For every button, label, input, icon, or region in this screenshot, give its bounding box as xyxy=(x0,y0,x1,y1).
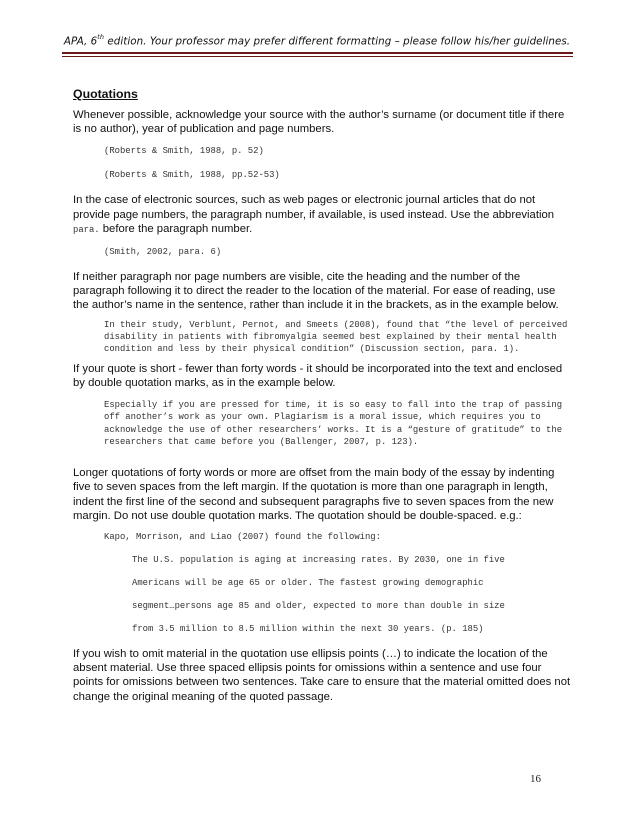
paragraph-no-page-numbers: If neither paragraph nor page numbers are visible, cite the heading and the number of the paragraph following it to direct the reader to the location of the material. For ease of reading, use the author’s name in the sentence, rather than include it in the brackets, as in the example below. xyxy=(73,271,559,312)
citation-example-2: (Roberts & Smith, 1988, pp.52-53) xyxy=(104,170,280,181)
header-rule-thin xyxy=(62,56,573,57)
page-number: 16 xyxy=(530,773,541,785)
long-quote-intro: Kapo, Morrison, and Liao (2007) found the following: xyxy=(104,531,381,542)
citation-example-1: (Roberts & Smith, 1988, p. 52) xyxy=(104,146,264,157)
page-content xyxy=(73,87,573,704)
block-quote-verblunt: In their study, Verblunt, Pernot, and Smeets (2008), found that “the level of perceived disability in patients with fibromyalgia seemed best explained by their mental health condition and less by their physical condition” (Discussion section, para. 1). xyxy=(104,319,568,355)
paragraph-electronic-text-b: before the paragraph number. xyxy=(99,222,253,235)
long-quote-line: The U.S. population is aging at increasing rates. By 2030, one in five xyxy=(132,554,505,565)
block-quote-ballenger: Especially if you are pressed for time, it is so easy to fall into the trap of passing off another’s work as your own. Plagiarism is a moral issue, which requires you to acknowledge the use of other researchers’ works. It is a “gesture of gratitude” to the researchers that came before you (Ballenger, 2007, p. 123). xyxy=(104,399,563,447)
header-prefix: APA, 6 xyxy=(63,35,98,48)
header-superscript: th xyxy=(97,33,105,41)
paragraph-short-quote: If your quote is short - fewer than forty words - it should be incorporated into the text and enclosed by double quotation marks, as in the example below. xyxy=(73,362,563,389)
citation-example-3: (Smith, 2002, para. 6) xyxy=(104,247,222,258)
header-suffix: edition. Your professor may prefer different formatting – please follow his/her guidelines. xyxy=(104,35,571,48)
section-title: Quotations xyxy=(73,87,138,101)
paragraph-electronic-text-a: In the case of electronic sources, such as web pages or electronic journal articles that do not provide page numbers, the paragraph number, if available, is used instead. Use the abbreviation xyxy=(73,194,555,221)
paragraph-acknowledge-source: Whenever possible, acknowledge your source with the author’s surname (or document title if there is no author), year of publication and page numbers. xyxy=(73,109,565,136)
paragraph-long-quotations: Longer quotations of forty words or more are offset from the main body of the essay by indenting five to seven spaces from the left margin. If the quotation is more than one paragraph in length, indent the first line of the second and subsequent paragraphs five to seven spaces from the new margin. Do not use double quotation marks. The quotation should be double-spaced. e.g.: xyxy=(73,467,555,522)
long-quote-line: from 3.5 million to 8.5 million within the next 30 years. (p. 185) xyxy=(132,623,484,634)
running-header xyxy=(62,34,572,47)
long-quote-line: Americans will be age 65 or older. The fastest growing demographic xyxy=(132,577,484,588)
long-quote-line: segment…persons age 85 and older, expected to more than double in size xyxy=(132,600,505,611)
paragraph-ellipsis: If you wish to omit material in the quotation use ellipsis points (…) to indicate the location of the absent material. Use three spaced ellipsis points for omissions within a sentence and use four points for omissions between two sentences. Take care to ensure that the material omitted does not change the original meaning of the quoted passage. xyxy=(73,647,571,703)
header-rule-thick xyxy=(62,52,573,54)
para-abbreviation: para. xyxy=(73,224,100,235)
paragraph-electronic-sources xyxy=(73,193,573,237)
